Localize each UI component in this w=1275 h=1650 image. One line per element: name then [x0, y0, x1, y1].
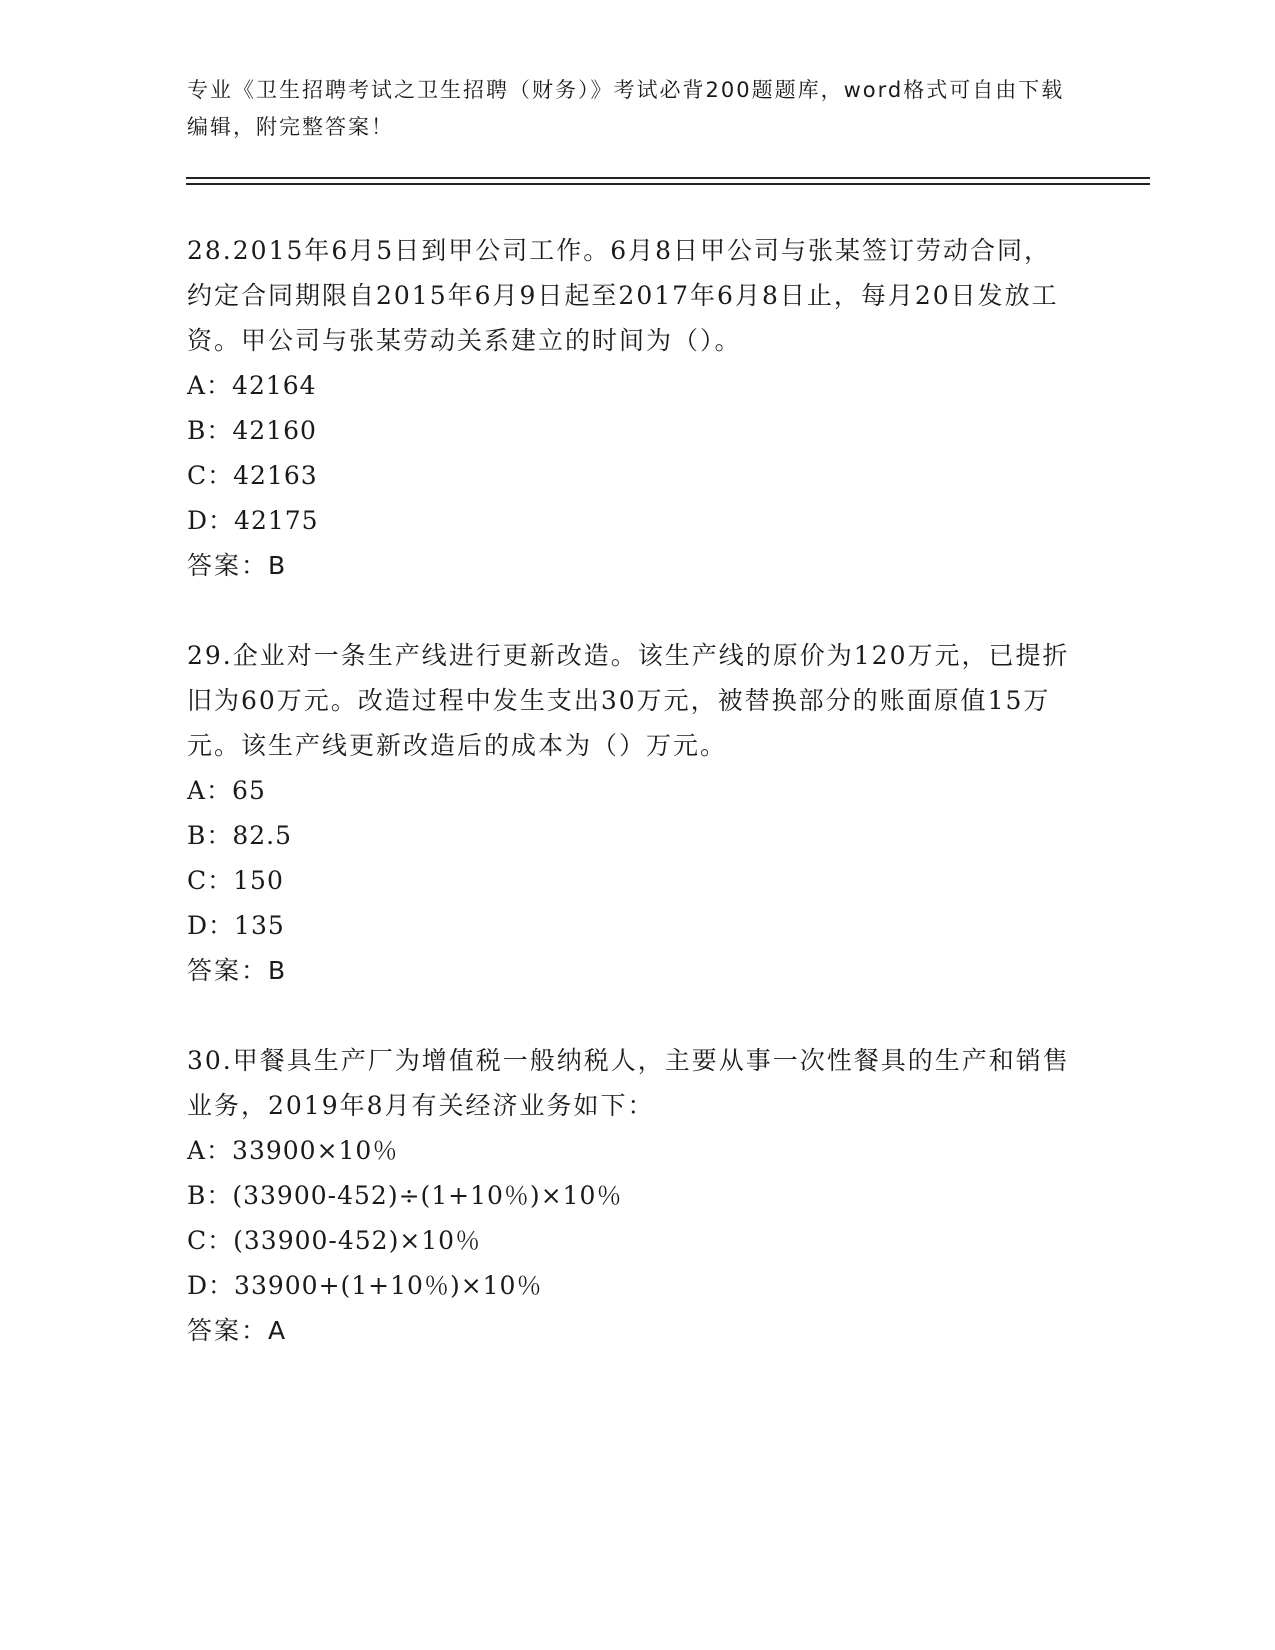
option-d: D：135: [187, 911, 285, 940]
question-stem: 30.甲餐具生产厂为增值税一般纳税人，主要从事一次性餐具的生产和销售业务，2019年8月有关经济业务如下：: [187, 1046, 1070, 1120]
option-c: C：(33900-452)×10％: [187, 1226, 482, 1255]
question-29: [187, 633, 1077, 993]
question-stem: 28.2015年6月5日到甲公司工作。6月8日甲公司与张某签订劳动合同，约定合同期限自2015年6月9日起至2017年6月8日止，每月20日发放工资。甲公司与张某劳动关系建立的时间为（）。: [187, 236, 1059, 355]
answer: 答案：B: [187, 551, 288, 580]
option-c: C：150: [187, 866, 284, 895]
option-d: D：42175: [187, 506, 319, 535]
header-divider-bottom: [186, 183, 1150, 185]
option-b: B：82.5: [187, 821, 293, 850]
question-30: [187, 1038, 1077, 1353]
answer: 答案：B: [187, 956, 288, 985]
question-28: [187, 228, 1077, 588]
header-divider-top: [186, 177, 1150, 179]
option-a: A：42164: [187, 371, 317, 400]
option-d: D：33900+(1+10％)×10％: [187, 1271, 543, 1300]
option-a: A：65: [187, 776, 266, 805]
option-b: B：42160: [187, 416, 317, 445]
option-a: A：33900×10％: [187, 1136, 399, 1165]
document-header: 专业《卫生招聘考试之卫生招聘（财务）》考试必背200题题库，word格式可自由下载编辑，附完整答案！: [187, 78, 1065, 139]
option-b: B：(33900-452)÷(1+10％)×10％: [187, 1181, 623, 1210]
answer: 答案：A: [187, 1316, 288, 1345]
question-stem: 29.企业对一条生产线进行更新改造。该生产线的原价为120万元，已提折旧为60万元。改造过程中发生支出30万元，被替换部分的账面原值15万元。该生产线更新改造后的成本为（）万元。: [187, 641, 1070, 760]
option-c: C：42163: [187, 461, 318, 490]
